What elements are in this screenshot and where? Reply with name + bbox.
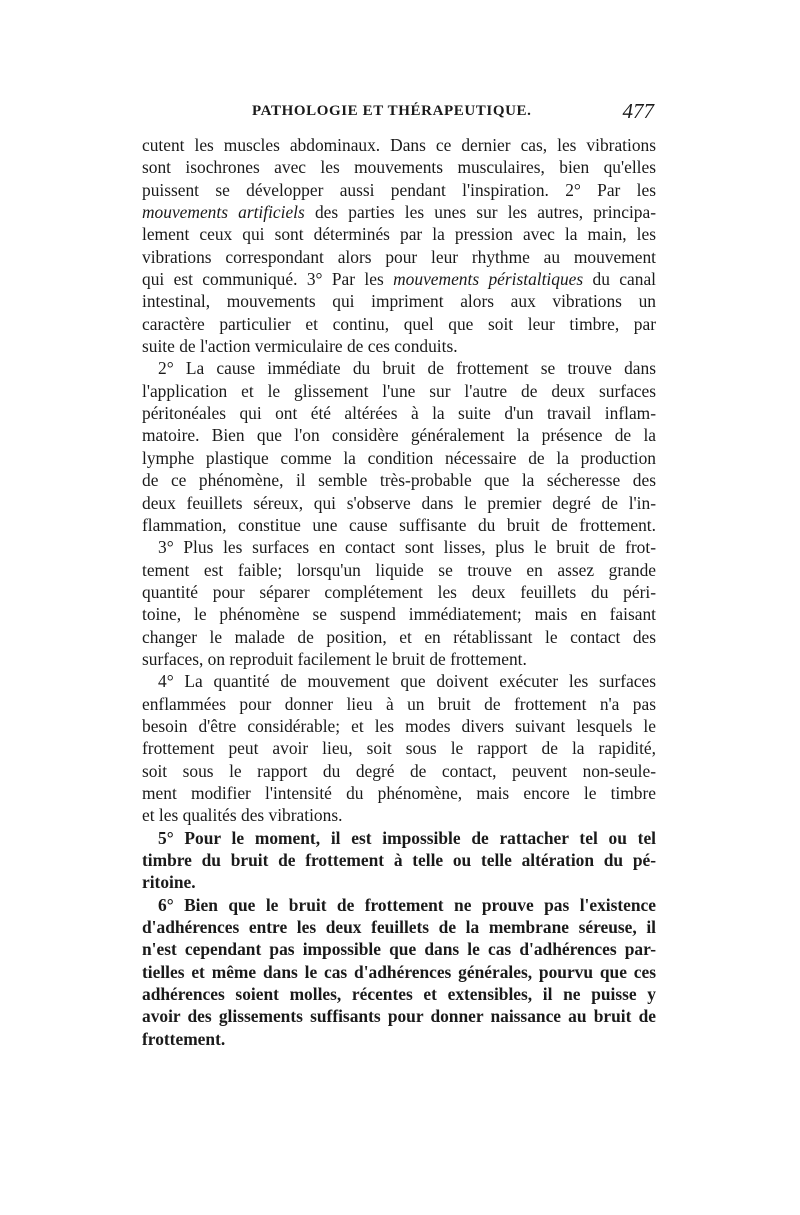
text-line: quantité pour séparer complétement les deux feuillets du péri- [142,581,656,602]
text-line: toine, le phénomène se suspend immédiatement; mais en faisant [142,604,656,625]
text-line: n'est cependant pas impossible que dans le cas d'adhérences par- [142,939,656,960]
text-line: ment modifier l'intensité du phénomène, mais encore le timbre [142,782,656,803]
text-line: suite de l'action vermiculaire de ces conduits. [142,336,458,357]
text-line: enflammées pour donner lieu à un bruit de frottement n'a pas [142,693,656,714]
text-line: ritoine. [142,872,196,893]
text-line: changer le malade de position, et en rétablissant le contact des [142,626,656,647]
text-line: soit sous le rapport du degré de contact, peuvent non-seule- [142,760,656,781]
text-line: l'application et le glissement l'une sur l'autre de deux surfaces [142,380,656,401]
text-line: timbre du bruit de frottement à telle ou telle altération du pé- [142,850,656,870]
body-text [142,134,656,1050]
text-line: frottement peut avoir lieu, soit sous le rapport de la rapidité, [142,738,656,759]
text-line: caractère particulier et continu, quel que soit leur timbre, par [142,313,656,334]
text-line: qui est communiqué. 3° Par les mouvements péristaltiques du canal [142,269,656,290]
text-line: avoir des glissements suffisants pour donner naissance au bruit de [142,1006,656,1027]
text-line: surfaces, on reproduit facilement le bruit de frottement. [142,648,527,669]
page-number: 477 [622,99,654,123]
running-title: PATHOLOGIE ET THÉRAPEUTIQUE. [252,103,532,119]
text-line: 5° Pour le moment, il est impossible de rattacher tel ou tel [158,827,656,848]
text-line: cutent les muscles abdominaux. Dans ce dernier cas, les vibrations [142,135,656,155]
text-line: lement ceux qui sont déterminés par la pression avec la main, les [142,224,656,245]
text-line: frottement. [142,1028,226,1049]
page-header [142,96,654,126]
italic-phrase: mouvements péristaltiques [393,269,584,290]
text-line: tielles et même dans le cas d'adhérences générales, pourvu que ces [142,961,656,982]
text-line: deux feuillets séreux, qui s'observe dans le premier degré de l'in- [142,492,656,513]
text-line: besoin d'être considérable; et les modes divers suivant lesquels le [142,715,656,736]
text-line: tement est faible; lorsqu'un liquide se trouve en assez grande [142,559,656,580]
text-line: 3° Plus les surfaces en contact sont lisses, plus le bruit de frot- [158,537,656,558]
text-line: 6° Bien que le bruit de frottement ne prouve pas l'existence [158,894,656,915]
text-line: matoire. Bien que l'on considère généralement la présence de la [142,425,656,446]
text-line: péritonéales qui ont été altérées à la suite d'un travail inflam- [142,403,656,424]
text-line: lymphe plastique comme la condition nécessaire de la production [142,447,656,468]
text-line: intestinal, mouvements qui impriment alors aux vibrations un [142,291,656,312]
text-line: mouvements artificiels des parties les unes sur les autres, principa- [142,202,656,223]
text-line: flammation, constitue une cause suffisante du bruit de frottement. [142,514,656,535]
text-line: d'adhérences entre les deux feuillets de la membrane séreuse, il [142,917,656,938]
text-line: 4° La quantité de mouvement que doivent exécuter les surfaces [158,671,656,692]
text-line: sont isochrones avec les mouvements musculaires, bien qu'elles [142,157,656,178]
text-line: vibrations correspondant alors pour leur rhythme au mouvement [142,246,656,267]
italic-phrase: mouvements artificiels [142,202,305,223]
text-line: de ce phénomène, il semble très-probable que la sécheresse des [142,470,656,491]
text-line: 2° La cause immédiate du bruit de frottement se trouve dans [158,358,656,379]
text-line: et les qualités des vibrations. [142,805,343,826]
text-line: puissent se développer aussi pendant l'inspiration. 2° Par les [142,179,656,200]
text-line: adhérences soient molles, récentes et extensibles, il ne puisse y [142,984,656,1005]
